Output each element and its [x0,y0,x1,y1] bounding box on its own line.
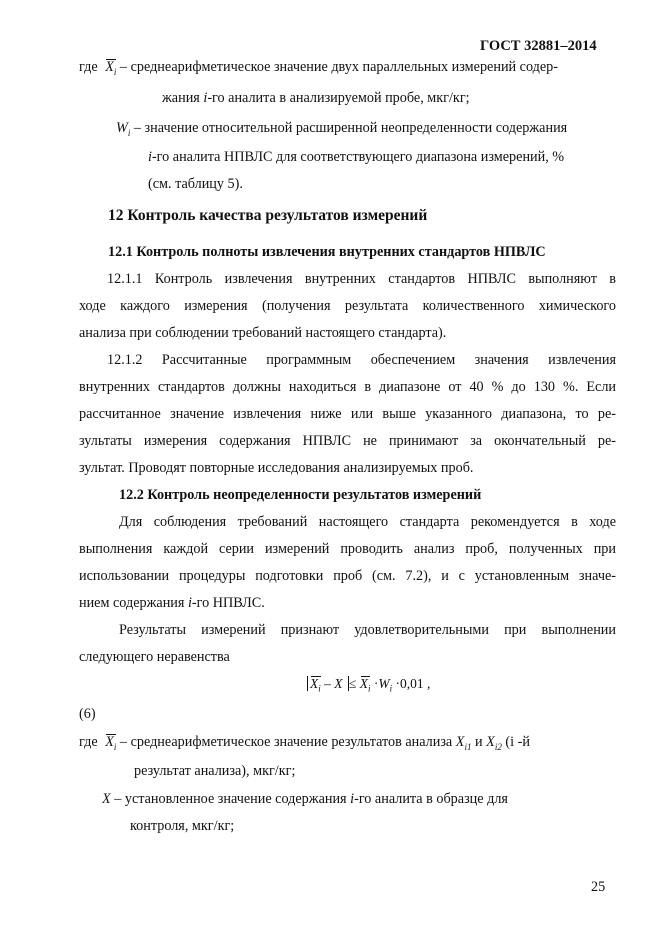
symbol-xi2: $X_{i2}$ [486,734,502,752]
paragraph-12-2-line-1: Для соблюдения требований настоящего стандарта рекомендуется в ходе [119,514,616,530]
paragraph-12-2-line-4: нием содержания i-го НПВЛС. [79,595,265,611]
definition-wi [116,119,616,142]
symbol-x: X [102,791,111,807]
formula-number: (6) [79,706,96,722]
definition2-x-continued: контроля, мкг/кг; [130,818,235,834]
where-word: где [79,59,98,75]
formula-inequality: $X_i - X \le X_i \cdot W_i \cdot 0,01$ , [307,675,430,698]
symbol-xi: $X_i$ [105,58,116,81]
symbol-wi: $W_i$ [116,120,131,138]
definition-xi-text: – среднеарифметическое значение двух параллельных измерений содер- [119,59,558,75]
definition2-xi-continued: результат анализа), мкг/кг; [134,763,296,779]
definition-wi-continued: i-го аналита НПВЛС для соответствующего диапазона измерений, % [148,149,565,165]
symbol-xi1: $X_{i1}$ [455,734,472,752]
section-12-heading: 12 Контроль качества результатов измерений [108,207,428,224]
definition-xi [79,58,616,81]
paragraph-12-1-2-line-3: рассчитанное значение извлечения ниже или выше указанного диапазона, то ре- [79,406,616,422]
definition2-x: X – установленное значение содержания i-го аналита в образце для [102,791,508,807]
paragraph-12-1-1-line-1: 12.1.1 Контроль извлечения внутренних стандартов НПВЛС выполняют в [107,271,616,287]
paragraph-12-1-1-line-2: ходе каждого измерения (получения результата количественного химического [79,298,616,314]
paragraph-12-1-1-line-3: анализа при соблюдении требований настоящего стандарта). [79,325,447,341]
section-12-2-heading: 12.2 Контроль неопределенности результатов измерений [119,487,482,503]
paragraph-12-1-2-line-4: зультаты измерения содержания НПВЛС не принимают за окончательный ре- [79,433,616,449]
formula-absolute-value: $X_i$ – X [307,676,349,691]
paragraph-12-1-2-line-1: 12.1.2 Рассчитанные программным обеспечением значения извлечения [107,352,616,368]
symbol-xi-bar: $X_i$ [105,733,116,756]
section-12-1-heading: 12.1 Контроль полноты извлечения внутренних стандартов НПВЛС [108,244,546,260]
paragraph-12-2-line-2: выполнения каждой серии измерений проводить анализ проб, полученных при [79,541,616,557]
paragraph-12-2-line-6: следующего неравенства [79,649,230,665]
paragraph-12-1-2-line-2: внутренних стандартов должны находиться в диапазоне от 40 % до 130 %. Если [79,379,616,395]
definition-wi-text: – значение относительной расширенной неопределенности содержания [133,120,568,136]
paragraph-12-2-line-5: Результаты измерений признают удовлетворительными при выполнении [119,622,616,638]
paragraph-12-1-2-line-5: зультат. Проводят повторные исследования анализируемых проб. [79,460,474,476]
definition2-xi: где $X_i$ – среднеарифметическое значение результатов анализа $X_{i1}$ и $X_{i2}$ (i -й [79,733,530,756]
page-number: 25 [591,879,606,895]
definition-xi-continued: жания i-го аналита в анализируемой пробе, мкг/кг; [162,90,470,106]
definition-wi-reference: (см. таблицу 5). [148,176,243,192]
paragraph-12-2-line-3: использовании процедуры подготовки проб (см. 7.2), и с установленным значе- [79,568,616,584]
standard-code: ГОСТ 32881–2014 [480,38,597,54]
